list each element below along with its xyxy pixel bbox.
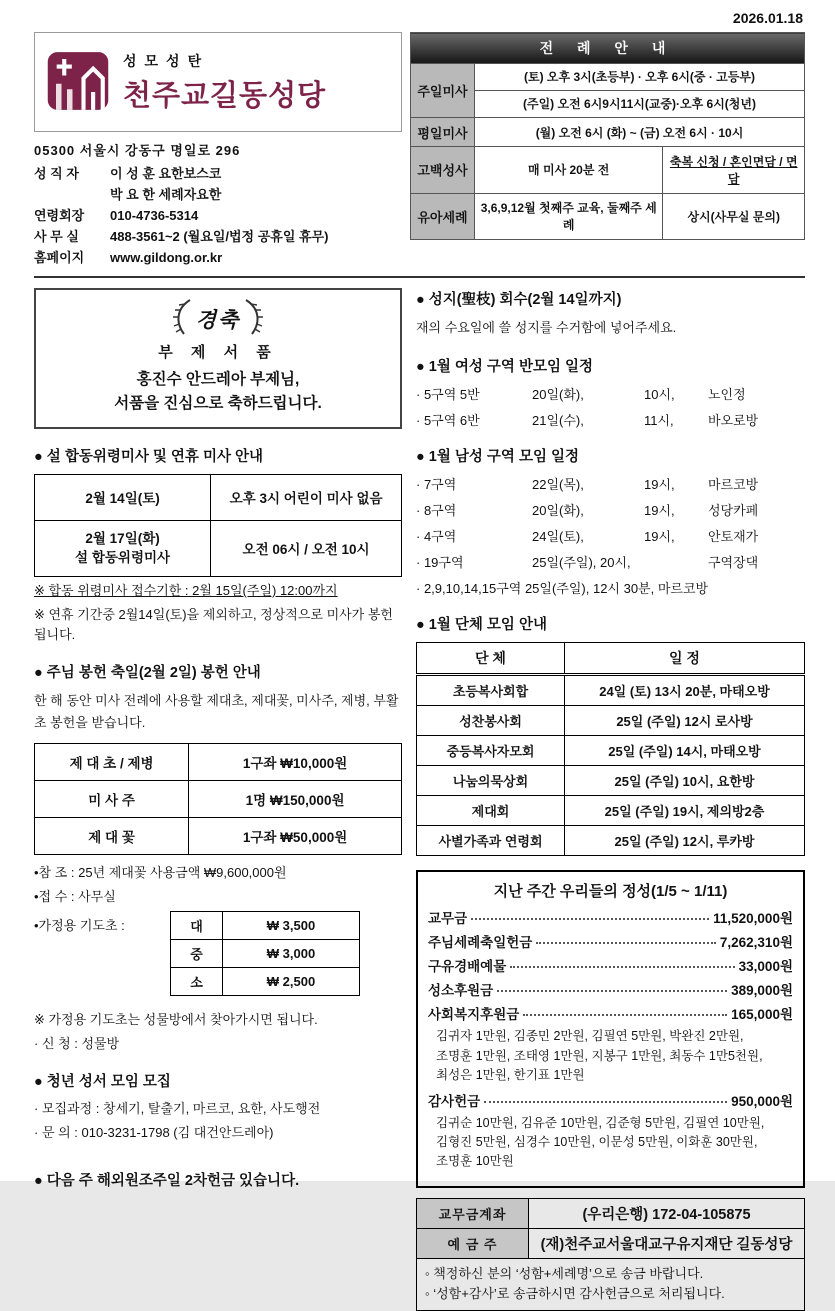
liturgy-label-confession: 고백성사 [411, 147, 475, 193]
liturgy-label-sunday: 주일미사 [411, 63, 475, 117]
contact-row [34, 226, 402, 247]
account-number: (우리은행) 172-04-105875 [529, 1198, 805, 1228]
groups-header-name: 단 체 [417, 643, 565, 675]
header-divider [34, 276, 805, 278]
church-identity [34, 32, 402, 268]
group-schedule: 25일 (주일) 14시, 마태오방 [565, 736, 805, 766]
memorial-table [34, 474, 402, 577]
district: · 7구역 [416, 477, 457, 493]
liturgy-weekday: (월) 오전 6시 (화) ~ (금) 오전 6시 · 10시 [475, 117, 805, 146]
meet-place: 성당카페 [708, 503, 759, 519]
section-men-district [416, 445, 805, 597]
dotted-leader [536, 942, 716, 944]
donation-label: 사회복지후원금 [428, 1007, 520, 1023]
district: · 4구역 [416, 529, 457, 545]
account-notes [416, 1259, 805, 1311]
main-content [34, 284, 805, 1311]
congratulations-box [34, 288, 402, 429]
dotted-leader [497, 990, 727, 992]
donation-amount: 11,520,000원 [713, 911, 793, 927]
church-name-title: 천주교길동성당 [123, 79, 327, 112]
meet-place [708, 578, 805, 597]
meet-date: 20일(화), [532, 503, 584, 519]
district: · 8구역 [416, 503, 457, 519]
district: · 2,9,10,14,15구역 25일(주일), 12시 30분, 마르코방 [416, 581, 709, 597]
memorial-title: ● 설 합동위령미사 및 연휴 미사 안내 [34, 448, 264, 465]
meet-place: 구역장댁 [708, 555, 759, 571]
donation-line [428, 1003, 793, 1023]
address: 05300 서울시 강동구 명일로 296 [34, 143, 241, 158]
candle-size: 대 [171, 911, 223, 939]
section-offering [34, 661, 402, 1054]
issue-date: 2026.01.18 [732, 10, 803, 26]
liturgy-label-weekday: 평일미사 [411, 117, 475, 146]
memorial-note-deadline: ※ 합동 위령미사 접수기한 : 2월 15일(주일) 12:00까지 [34, 582, 338, 598]
memorial-info-cell: 오전 06시 / 오전 10시 [211, 520, 402, 576]
account-note: ◦ ‘성함+감사’로 송금하시면 감사헌금으로 처리됩니다. [425, 1286, 725, 1302]
group-name: 초등복사회합 [417, 675, 565, 706]
contact-label: 성 직 자 [34, 166, 79, 182]
section-women-district [416, 355, 805, 429]
laurel-wreath [46, 298, 390, 339]
liturgy-sunday-sat: (토) 오후 3시(초등부) · 오후 6시(중 · 고등부) [475, 63, 805, 90]
weekly-donations-box [416, 870, 805, 1187]
group-name: 나눔의묵상회 [417, 766, 565, 796]
left-column [34, 284, 402, 1311]
section-group-meetings [416, 613, 805, 856]
offering-price: 1구좌 ₩10,000원 [189, 743, 402, 780]
section-youth-bible [34, 1070, 402, 1143]
women-title: ● 1월 여성 구역 반모임 일정 [416, 359, 594, 376]
liturgy-sunday-sun: (주일) 오전 6시9시11시(교중)·오후 6시(청년) [475, 90, 805, 117]
meet-date [532, 578, 644, 597]
meet-date: 20일(화), [532, 387, 584, 403]
district: · 5구역 5반 [416, 387, 480, 403]
contact-label [34, 184, 110, 205]
contact-row [34, 163, 402, 184]
youth-course-line: · 모집과정 : 창세기, 탈출기, 마르코, 요한, 사도행전 [34, 1101, 321, 1117]
contact-value: 010-4736-5314 [110, 208, 199, 224]
meet-date: 22일(목), [532, 477, 584, 493]
liturgy-title: 전 례 안 내 [411, 33, 805, 64]
account-table [416, 1198, 805, 1259]
website-url: www.gildong.or.kr [110, 250, 223, 266]
meet-place: 노인정 [708, 387, 746, 403]
donor-line: 김귀순 10만원, 김유준 10만원, 김준형 5만원, 김필연 10만원, [436, 1115, 765, 1130]
contact-row [34, 205, 402, 226]
district: · 5구역 6반 [416, 413, 480, 429]
memorial-info-cell: 오후 3시 어린이 미사 없음 [211, 474, 402, 520]
church-name-subtitle: 성모성탄 [123, 52, 210, 69]
contact-value: 박 요 한 세례자요한 [110, 187, 222, 203]
donation-line [428, 907, 793, 927]
congrats-ribbon: 경축 [195, 307, 241, 332]
donations-title: 지난 주간 우리들의 정성(1/5 ~ 1/11) [493, 883, 728, 901]
group-name: 제대회 [417, 796, 565, 826]
welfare-donor-list [428, 1027, 793, 1085]
church-name [123, 51, 326, 114]
congrats-subtitle: 부 제 서 품 [158, 344, 278, 362]
offering-item: 제 대 꽃 [35, 817, 189, 854]
offering-title: ● 주님 봉헌 축일(2월 2일) 봉헌 안내 [34, 665, 261, 682]
meet-time [644, 552, 708, 571]
dotted-leader [523, 1014, 727, 1016]
donation-amount: 950,000원 [731, 1093, 793, 1109]
candle-pickup-note: ※ 가정용 기도초는 성물방에서 찾아가시면 됩니다. [34, 1011, 318, 1027]
contact-label: 홈페이지 [34, 250, 85, 266]
candle-price: ₩ 3,500 [223, 911, 360, 939]
offering-table [34, 743, 402, 855]
groups-title: ● 1월 단체 모임 안내 [416, 617, 547, 634]
memorial-note-holiday: ※ 연휴 기간중 2월14일(토)을 제외하고, 정상적으로 미사가 봉헌됩니다. [34, 607, 393, 643]
contact-info [34, 140, 402, 268]
contact-value: 488-3561~2 (월요일/법정 공휴일 휴무) [110, 229, 329, 245]
group-name: 성찬봉사회 [417, 706, 565, 736]
liturgy-baptism-schedule: 3,6,9,12월 첫째주 교육, 둘째주 세례 [475, 193, 663, 239]
laurel-left-icon [172, 298, 192, 339]
meet-time: 11시, [644, 413, 674, 429]
group-schedule: 24일 (토) 13시 20분, 마태오방 [565, 675, 805, 706]
church-logo-icon [45, 48, 111, 117]
liturgy-confession-extra: 축복 신청 / 혼인면담 / 면담 [663, 147, 805, 193]
contact-value: 이 성 훈 요한보스코 [110, 166, 222, 182]
palms-desc: 재의 수요일에 쓸 성지를 수거함에 넣어주세요. [416, 320, 677, 336]
offering-item: 미 사 주 [35, 780, 189, 817]
meet-time: 10시, [644, 387, 675, 403]
section-memorial-mass [34, 445, 402, 646]
section-palms [416, 288, 805, 339]
meet-place: 안토재가 [708, 529, 759, 545]
youth-contact-line: · 문 의 : 010-3231-1798 (김 대건안드레아) [34, 1125, 274, 1141]
contact-row [34, 247, 402, 268]
liturgy-confession-time: 매 미사 20분 전 [475, 147, 663, 193]
donation-line [428, 1090, 793, 1110]
district: · 19구역 [416, 555, 464, 571]
offering-price: 1명 ₩150,000원 [189, 780, 402, 817]
offering-price: 1구좌 ₩50,000원 [189, 817, 402, 854]
candle-size: 소 [171, 967, 223, 995]
donation-label: 주님세례축일헌금 [428, 935, 533, 951]
donation-amount: 389,000원 [731, 983, 793, 999]
donor-line: 조명훈 1만원, 조태영 1만원, 지봉구 1만원, 최동수 1만5천원, [436, 1048, 763, 1063]
donation-line [428, 979, 793, 999]
candle-block [34, 911, 402, 996]
contact-row [34, 184, 402, 205]
offering-note-recv: •접 수 : 사무실 [34, 888, 116, 904]
group-schedule: 25일 (주일) 19시, 제의방2층 [565, 796, 805, 826]
dotted-leader [510, 966, 734, 968]
liturgy-baptism-extra: 상시(사무실 문의) [663, 193, 805, 239]
thanks-donor-list [428, 1114, 793, 1172]
groups-header-schedule: 일 정 [565, 643, 805, 675]
church-logo-block [34, 32, 402, 132]
contact-label: 사 무 실 [34, 229, 79, 245]
meet-time: 19시, [644, 477, 675, 493]
memorial-date-line2: 설 합동위령미사 [75, 550, 171, 566]
offering-desc: 한 해 동안 미사 전례에 사용할 제대초, 제대꽃, 미사주, 제병, 부활초 봉헌을 받습니다. [34, 693, 399, 731]
candle-price-table [170, 911, 360, 996]
donor-line: 조명훈 10만원 [436, 1154, 514, 1169]
meet-place: 마르코방 [708, 477, 759, 493]
offering-note-ref: •참 조 : 25년 제대꽃 사용금액 ₩9,600,000원 [34, 864, 287, 880]
memorial-date-line1: 2월 17일(화) [85, 530, 160, 546]
offering-item: 제 대 초 / 제병 [35, 743, 189, 780]
candle-price: ₩ 2,500 [223, 967, 360, 995]
laurel-right-icon [244, 298, 264, 339]
dotted-leader [471, 918, 709, 920]
contact-label: 연령회장 [34, 208, 85, 224]
candle-apply-note: · 신 청 : 성물방 [34, 1035, 120, 1051]
candle-size: 중 [171, 939, 223, 967]
header [34, 32, 805, 268]
donation-label: 교무금 [428, 911, 468, 927]
meet-date: 25일(주일), 20시, [532, 555, 631, 571]
donation-label: 감사헌금 [428, 1093, 481, 1109]
group-schedule: 25일 (주일) 12시, 루카방 [565, 826, 805, 856]
groups-table [416, 642, 805, 856]
men-title: ● 1월 남성 구역 모임 일정 [416, 449, 580, 466]
donor-line: 김형진 5만원, 심경수 10만원, 이문성 5만원, 이화훈 30만원, [436, 1134, 758, 1149]
meet-date: 21일(수), [532, 413, 584, 429]
youth-title: ● 청년 성서 모임 모집 [34, 1074, 171, 1091]
account-label: 교무금계좌 [417, 1198, 529, 1228]
meet-place: 바오로방 [708, 413, 759, 429]
meet-time: 19시, [644, 529, 675, 545]
donation-label: 구유경배예물 [428, 959, 507, 975]
donor-line: 최성은 1만원, 한기표 1만원 [436, 1068, 585, 1083]
group-name: 중등복사자모회 [417, 736, 565, 766]
group-schedule: 25일 (주일) 10시, 요한방 [565, 766, 805, 796]
liturgy-label-baptism: 유아세례 [411, 193, 475, 239]
right-column [416, 284, 805, 1311]
memorial-date-cell: 2월 14일(토) [35, 474, 211, 520]
memorial-date-cell [35, 520, 211, 576]
donation-line [428, 931, 793, 951]
women-schedule [416, 384, 805, 429]
dotted-leader [484, 1101, 727, 1103]
donation-amount: 165,000원 [731, 1007, 793, 1023]
congrats-line1: 홍진수 안드레아 부제님, [136, 371, 300, 389]
candle-label: •가정용 기도초 : [34, 917, 125, 933]
account-holder: (재)천주교서울대교구유지재단 길동성당 [529, 1228, 805, 1258]
donation-amount: 33,000원 [738, 959, 793, 975]
donor-line: 김귀자 1만원, 김종민 2만원, 김필연 5만원, 박완진 2만원, [436, 1029, 744, 1044]
donation-line [428, 955, 793, 975]
candle-price: ₩ 3,000 [223, 939, 360, 967]
donation-label: 성소후원금 [428, 983, 494, 999]
meet-time [644, 578, 708, 597]
palms-title: ● 성지(聖枝) 회수(2월 14일까지) [416, 292, 622, 309]
account-holder-label: 예 금 주 [417, 1228, 529, 1258]
account-note: ◦ 책정하신 분의 ‘성함+세례명’으로 송금 바랍니다. [425, 1265, 704, 1281]
group-name: 사별가족과 연령회 [417, 826, 565, 856]
congrats-line2: 서품을 진심으로 축하드립니다. [114, 394, 322, 412]
men-schedule [416, 474, 805, 597]
second-collection-notice: ● 다음 주 해외원조주일 2차헌금 있습니다. [34, 1173, 300, 1190]
meet-date: 24일(토), [532, 529, 584, 545]
liturgy-schedule-table [410, 32, 805, 240]
donation-amount: 7,262,310원 [719, 935, 793, 951]
meet-time: 19시, [644, 503, 675, 519]
group-schedule: 25일 (주일) 12시 로사방 [565, 706, 805, 736]
